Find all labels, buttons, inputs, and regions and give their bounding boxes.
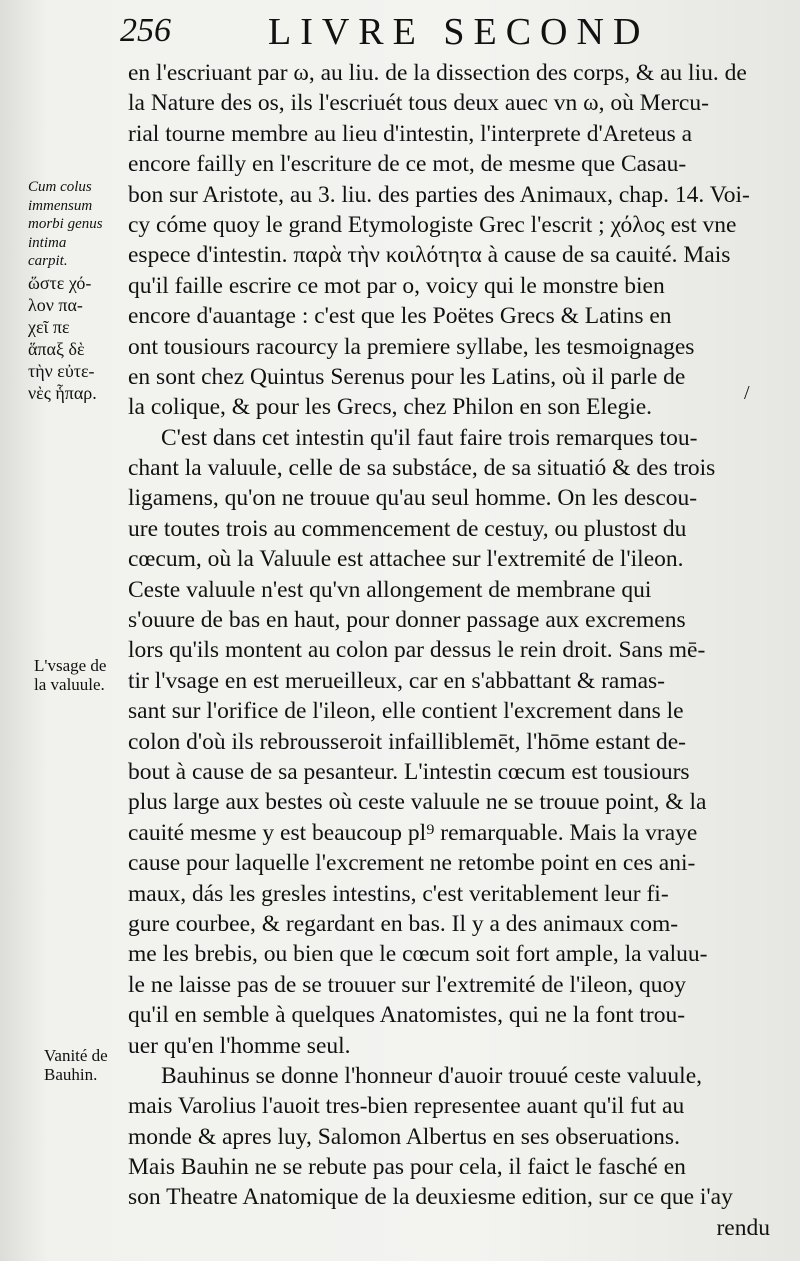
running-title: LIVRE SECOND [268,11,650,53]
margin-note-line: Cum colus [28,179,92,195]
text-line: mais Varolius l'auoit tres-bien representee auant qu'il fut au [128,1093,685,1120]
margin-note-usage [34,656,134,694]
text-line: maux, dás les gresles intestins, c'est veritablement leur fi- [128,880,669,907]
text-line: cœcum, où la Valuule est attachee sur l'extremité de l'ileon. [128,546,684,573]
text-line: encore d'auantage : c'est que les Poëtes Grecs & Latins en [128,303,672,330]
margin-note-line: ὥστε χό- [28,273,92,293]
text-line: Mais Bauhin ne se rebute pas pour cela, il faict le fasché en [128,1154,686,1181]
margin-note-line: Vanité de [44,1046,108,1065]
text-line: s'ouure de bas en haut, pour donner passage aux excremens [128,607,686,634]
margin-note-line: τὴν εὐτε- [28,361,95,381]
text-line: sant sur l'orifice de l'ileon, elle contient l'excrement dans le [128,698,684,725]
text-line: cy cóme quoy le grand Etymologiste Grec l'escrit ; χόλος est vne [128,211,737,238]
text-line: bon sur Aristote, au 3. liu. des parties des Animaux, chap. 14. Voi- [128,181,750,208]
margin-note-line: L'vsage de [34,656,107,675]
margin-note-line: νὲς ἧπαρ. [28,383,97,403]
text-line: la Nature des os, ils l'escriuét tous deux auec vn ω, où Mercu- [128,90,709,117]
paragraph-start-line: C'est dans cet intestin qu'il faut faire trois remarques tou- [161,424,698,451]
text-line: plus large aux bestes où ceste valuule ne se trouue point, & la [128,789,707,816]
text-line: cause pour laquelle l'excrement ne retombe point en ces ani- [128,850,696,877]
margin-note-line: ἅπαξ δὲ [28,339,85,359]
text-line: ligamens, qu'on ne trouue qu'au seul homme. On les descou- [128,485,698,512]
margin-note-line: immensum [28,197,93,214]
text-line: qu'il faille escrire ce mot par ο, voicy qui le monstre bien [128,272,665,299]
text-line: le ne laisse pas de se trouuer sur l'extremité de l'ileon, quoy [128,971,686,998]
text-line: encore failly en l'escriture de ce mot, de mesme que Casau- [128,151,687,178]
catchword: rendu [716,1214,770,1241]
text-line: lors qu'ils montent au colon par dessus le rein droit. Sans mē- [128,637,706,664]
text-line: monde & apres luy, Salomon Albertus en ses obseruations. [128,1123,680,1150]
text-line: espece d'intestin. παρὰ τὴν κοιλότητα à cause de sa cauité. Mais [128,242,731,269]
text-line: Ceste valuule n'est qu'vn allongement de membrane qui [128,576,652,603]
text-line: cauité mesme y est beaucoup pl⁹ remarquable. Mais la vraye [128,819,698,846]
margin-note-line: Bauhin. [44,1065,98,1084]
margin-note-line: carpit. [28,253,68,269]
margin-notes [0,0,128,1261]
text-line: en l'escriuant par ω, au liu. de la dissection des corps, & au liu. de [128,60,747,86]
text-line: qu'il en semble à quelques Anatomistes, qui ne la font trou- [128,1002,686,1029]
margin-note-line: la valuule. [34,675,105,694]
margin-note-line: λον πα- [28,295,83,315]
text-line: me les brebis, ou bien que le cœcum soit fort ample, la valuu- [128,941,708,968]
text-line: ure toutes trois au commencement de cestuy, ou plustost du [128,515,687,542]
margin-note-line: χεῖ πε [28,317,70,337]
paragraph-start-line: Bauhinus se donne l'honneur d'auoir trouué ceste valuule, [161,1062,702,1089]
text-line: rial tourne membre au lieu d'intestin, l'interprete d'Areteus a [128,120,693,147]
text-line: en sont chez Quintus Serenus pour les Latins, où il parle de [128,363,686,390]
text-line: uer qu'en l'homme seul. [128,1032,351,1059]
text-line: gure courbee, & regardant en bas. Il y a des animaux com- [128,910,679,937]
margin-note-latin-verse [28,178,128,271]
text-line: la colique, & pour les Grecs, chez Philon en son Elegie. [128,394,653,421]
body-text [128,58,788,1243]
page-header [120,10,780,58]
text-line: bout à cause de sa pesanteur. L'intestin cœcum est tousiours [128,758,690,785]
page-number: 256 [120,12,171,49]
text-line: son Theatre Anatomique de la deuxiesme edition, sur ce que i'ay [128,1184,733,1211]
text-line: tir l'vsage en est merueilleux, car en s'abbattant & ramas- [128,667,666,694]
text-line: ont tousiours racourcy la premiere syllabe, les tesmoignages [128,333,695,360]
stray-mark: / [744,382,750,404]
text-line: chant la valuule, celle de sa substáce, de sa situatió & des trois [128,455,716,482]
margin-note-line: morbi genus [28,216,103,232]
margin-note-line: intima [28,234,67,251]
text-line: colon d'où ils rebrousseroit infailliblemēt, l'hōme estant de- [128,728,686,755]
margin-note-greek-verse [28,272,128,404]
